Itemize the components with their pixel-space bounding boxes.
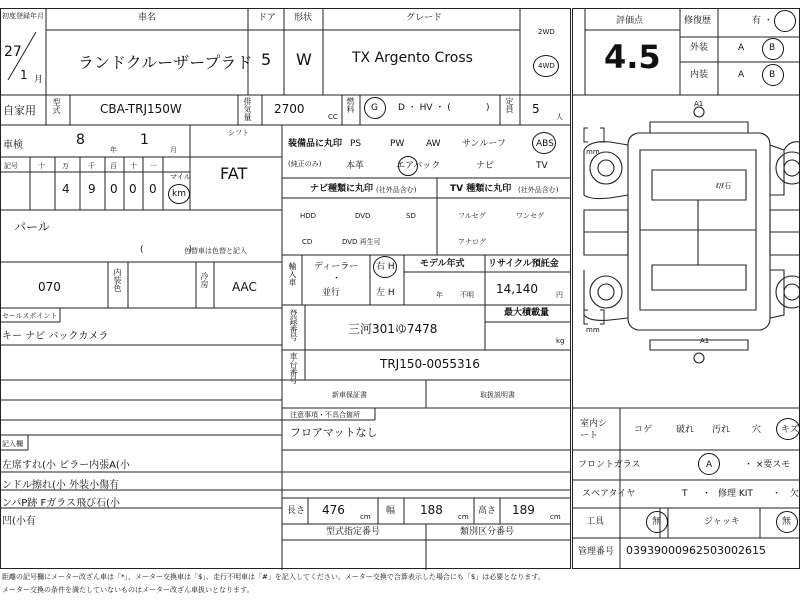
digit-h1: 万 xyxy=(62,162,69,170)
use-label: 自家用 xyxy=(3,104,36,117)
mileage-symbol-label: 記号 xyxy=(4,162,18,170)
doors-value: 5 xyxy=(261,50,272,69)
import-label: 輸入車 xyxy=(288,262,297,286)
remarks-line: 左席すれ(小 ピラー内張A(小 xyxy=(2,460,130,471)
repair-none-circle xyxy=(774,10,796,32)
equip-abs: ABS xyxy=(536,139,554,149)
width-unit: cm xyxy=(458,513,469,521)
chassis-value: TRJ150-0055316 xyxy=(380,357,480,371)
fuel-other-close: ) xyxy=(486,103,490,113)
rear-damage-mark: ℓ/ℓ石 xyxy=(716,182,732,190)
spare-kit: 修理 KIT xyxy=(718,489,753,499)
recycle-unit: 円 xyxy=(556,291,563,299)
displacement-value: 2700 xyxy=(274,102,305,116)
import-dot: ・ xyxy=(332,274,342,284)
seat-item: 汚れ xyxy=(712,425,731,435)
registration-label: 登録番号 xyxy=(289,309,298,341)
mileage-digit: 0 xyxy=(129,182,137,196)
interior-label: 内装 xyxy=(690,70,709,80)
shape-value: W xyxy=(296,50,312,69)
drive-4wd: 4WD xyxy=(538,62,555,70)
model-label: 型式 xyxy=(52,98,61,114)
equipment-sub: (純正のみ) xyxy=(288,160,322,168)
color-paren: ( ) xyxy=(140,245,193,255)
category-label: 類別区分番号 xyxy=(460,527,515,537)
equipment-label: 装備品に丸印 xyxy=(288,139,343,149)
shift-value: FAT xyxy=(220,164,248,183)
windshield-other: ・ ×要スモ xyxy=(744,460,791,470)
type-designation-label: 型式指定番号 xyxy=(326,527,381,537)
steering-left: 左 H xyxy=(376,288,395,298)
interior-b: B xyxy=(769,70,776,80)
seat-item: 破れ xyxy=(676,425,695,435)
mileage-km: km xyxy=(172,189,186,199)
inspection-year-unit: 年 xyxy=(110,146,117,154)
steering-right: 右 H xyxy=(376,262,395,272)
car-name-label: 車名 xyxy=(138,13,157,23)
first-reg-year: 27 xyxy=(4,44,22,60)
interior-color-label: 内装色 xyxy=(113,268,122,292)
doors-label: ドア xyxy=(258,13,276,23)
score-value: 4.5 xyxy=(604,38,661,76)
spare-t: T xyxy=(682,489,688,499)
equip-leather: 本革 xyxy=(346,161,365,171)
tv-analog: アナログ xyxy=(458,238,486,246)
length-unit: cm xyxy=(360,513,371,521)
max-load-unit: kg xyxy=(556,337,565,345)
windshield-label: フロントガラス xyxy=(578,460,641,470)
tools-value: 無 xyxy=(652,517,662,527)
color-code: 070 xyxy=(38,280,61,294)
inspection-label: 車検 xyxy=(3,140,23,151)
grade-value: TX Argento Cross xyxy=(352,50,473,66)
mileage-digit: 0 xyxy=(110,182,118,196)
mileage-mile-label: マイル xyxy=(170,173,191,181)
equip-tv: TV xyxy=(536,161,548,171)
ac-label: 冷房 xyxy=(200,272,209,288)
fuel-gasoline: G xyxy=(371,103,378,113)
color-note: 色替車は色替と記入 xyxy=(184,247,247,255)
model-year-year: 年 xyxy=(436,291,443,299)
remarks-line: ンパP跡 Fガラス飛び石(小 xyxy=(2,498,120,509)
equip-ps: PS xyxy=(350,139,362,149)
jack-label: ジャッキ xyxy=(704,517,740,527)
mileage-digit: 0 xyxy=(149,182,157,196)
exterior-a: A xyxy=(738,43,745,53)
displacement-unit: CC xyxy=(328,113,338,121)
displacement-label: 排気量 xyxy=(243,97,252,121)
inspection-month-unit: 月 xyxy=(170,146,177,154)
score-label: 評価点 xyxy=(616,16,644,26)
shape-label: 形状 xyxy=(294,13,313,23)
inspection-year: 8 xyxy=(76,132,85,148)
remarks-line: ンドル擦れ(小 外装小傷有 xyxy=(2,480,120,491)
seat-item: コゲ xyxy=(634,425,653,435)
model-value: CBA-TRJ150W xyxy=(100,102,182,116)
seat-item: キズ xyxy=(781,425,799,435)
equip-sunroof: サンルーフ xyxy=(462,139,506,149)
drive-2wd: 2WD xyxy=(538,28,555,36)
color-value: パール xyxy=(14,220,50,234)
exterior-label: 外装 xyxy=(690,43,709,53)
interior-a: A xyxy=(738,70,745,80)
nav-sd: SD xyxy=(406,212,416,220)
nav-dvd-play: DVD 再生可 xyxy=(342,238,381,246)
model-year-unknown: 不明 xyxy=(460,291,474,299)
car-diagram xyxy=(584,107,800,363)
equip-aw: AW xyxy=(426,139,441,149)
equip-airbag: エアバック xyxy=(396,161,441,171)
mgmt-value: 03939000962503002615 xyxy=(626,544,766,557)
import-dealer: ディーラー xyxy=(314,262,359,272)
equip-navi: ナビ xyxy=(476,161,495,171)
sales-points-label: セールスポイント xyxy=(2,312,58,320)
length-value: 476 xyxy=(322,503,345,517)
tv-sub: (社外品含む) xyxy=(518,186,559,194)
fuel-other: D ・ HV ・ ( xyxy=(398,103,451,113)
inspection-month: 1 xyxy=(140,132,149,148)
mileage-digit: 4 xyxy=(62,182,70,196)
equip-pw: PW xyxy=(390,139,405,149)
ac-value: AAC xyxy=(232,280,257,294)
digit-h4: 十 xyxy=(130,162,137,170)
car-name: ランドクルーザープラド xyxy=(78,53,253,72)
height-unit: cm xyxy=(550,513,561,521)
front-a1-mark: A1 xyxy=(694,100,704,108)
rear-a1-mark: A1 xyxy=(700,337,710,345)
recycle-value: 14,140 xyxy=(496,282,538,296)
grade-label: グレード xyxy=(406,13,443,23)
warranty-doc: 新車保証書 xyxy=(332,391,367,399)
tv-oneseg: ワンセグ xyxy=(516,212,544,220)
notes-label: 注意事項・不具合箇所 xyxy=(290,411,360,419)
mgmt-label: 管理番号 xyxy=(578,547,615,557)
chassis-label: 車台番号 xyxy=(289,352,298,384)
width-value: 188 xyxy=(420,503,443,517)
capacity-unit: 人 xyxy=(556,113,563,121)
digit-h5: 一 xyxy=(150,162,157,170)
height-label: 高さ xyxy=(478,506,497,516)
repair-options: 有 ・ xyxy=(752,16,773,26)
interior-seat-label: 室内シート xyxy=(580,419,608,441)
mm-label-bottom: mm xyxy=(586,326,600,334)
tv-title: TV 種類に丸印 xyxy=(450,184,512,194)
import-parallel: 並行 xyxy=(322,288,341,298)
nav-dvd: DVD xyxy=(355,212,371,220)
spare-none: 欠 xyxy=(790,489,800,499)
nav-cd: CD xyxy=(302,238,313,246)
spare-dot: ・ xyxy=(772,489,782,499)
seat-item: 穴 xyxy=(752,425,762,435)
windshield-a: A xyxy=(706,460,713,470)
notes-value: フロアマットなし xyxy=(290,426,378,439)
shift-label: シフト xyxy=(228,129,249,137)
max-load-label: 最大積載量 xyxy=(504,308,550,318)
height-value: 189 xyxy=(512,503,535,517)
capacity-value: 5 xyxy=(532,102,540,116)
nav-sub: (社外品含む) xyxy=(376,186,417,194)
digit-h2: 千 xyxy=(88,162,95,170)
remarks-label: 記入欄 xyxy=(2,440,23,448)
width-label: 幅 xyxy=(386,506,396,516)
exterior-b: B xyxy=(769,43,776,53)
registration-value: 三河301ゆ7478 xyxy=(348,322,438,336)
first-reg-label: 初度登録年月 xyxy=(2,12,44,20)
nav-hdd: HDD xyxy=(300,212,317,220)
first-reg-month: 1 xyxy=(20,68,28,82)
first-reg-month-unit: 月 xyxy=(34,75,44,85)
footer-note-2: メーター交換の条件を満たしていないものはメーター改ざん車扱いとなります。 xyxy=(2,586,254,594)
remarks-line: 凹(小有 xyxy=(2,516,36,527)
recycle-label: リサイクル預託金 xyxy=(488,259,559,269)
manual-doc: 取扱説明書 xyxy=(480,391,515,399)
footer-note-1: 距離の記号欄にメーター改ざん車は「*」、メーター交換車は「$」、走行不明車は「#」を記入してください。メーター交換で合算表示した場合にも「$」は必要となります。 xyxy=(2,573,545,581)
length-label: 長さ xyxy=(287,506,306,516)
digit-h0: 十 xyxy=(38,162,45,170)
nav-title: ナビ種類に丸印 xyxy=(310,184,374,194)
spare-label: スペアタイヤ xyxy=(582,489,636,499)
spare-dot: ・ xyxy=(702,489,712,499)
digit-h3: 百 xyxy=(110,162,117,170)
tools-label: 工具 xyxy=(586,517,605,527)
sales-points-value: キー ナビ バックカメラ xyxy=(2,331,109,342)
tv-fullseg: フルセグ xyxy=(458,212,486,220)
jack-value: 無 xyxy=(782,517,792,527)
mm-label-top: mm xyxy=(586,148,600,156)
mileage-digit: 9 xyxy=(88,182,96,196)
repair-label: 修復歴 xyxy=(684,16,712,26)
capacity-label: 定員 xyxy=(505,97,514,113)
fuel-label: 燃料 xyxy=(346,97,355,113)
model-year-label: モデル年式 xyxy=(420,259,465,269)
